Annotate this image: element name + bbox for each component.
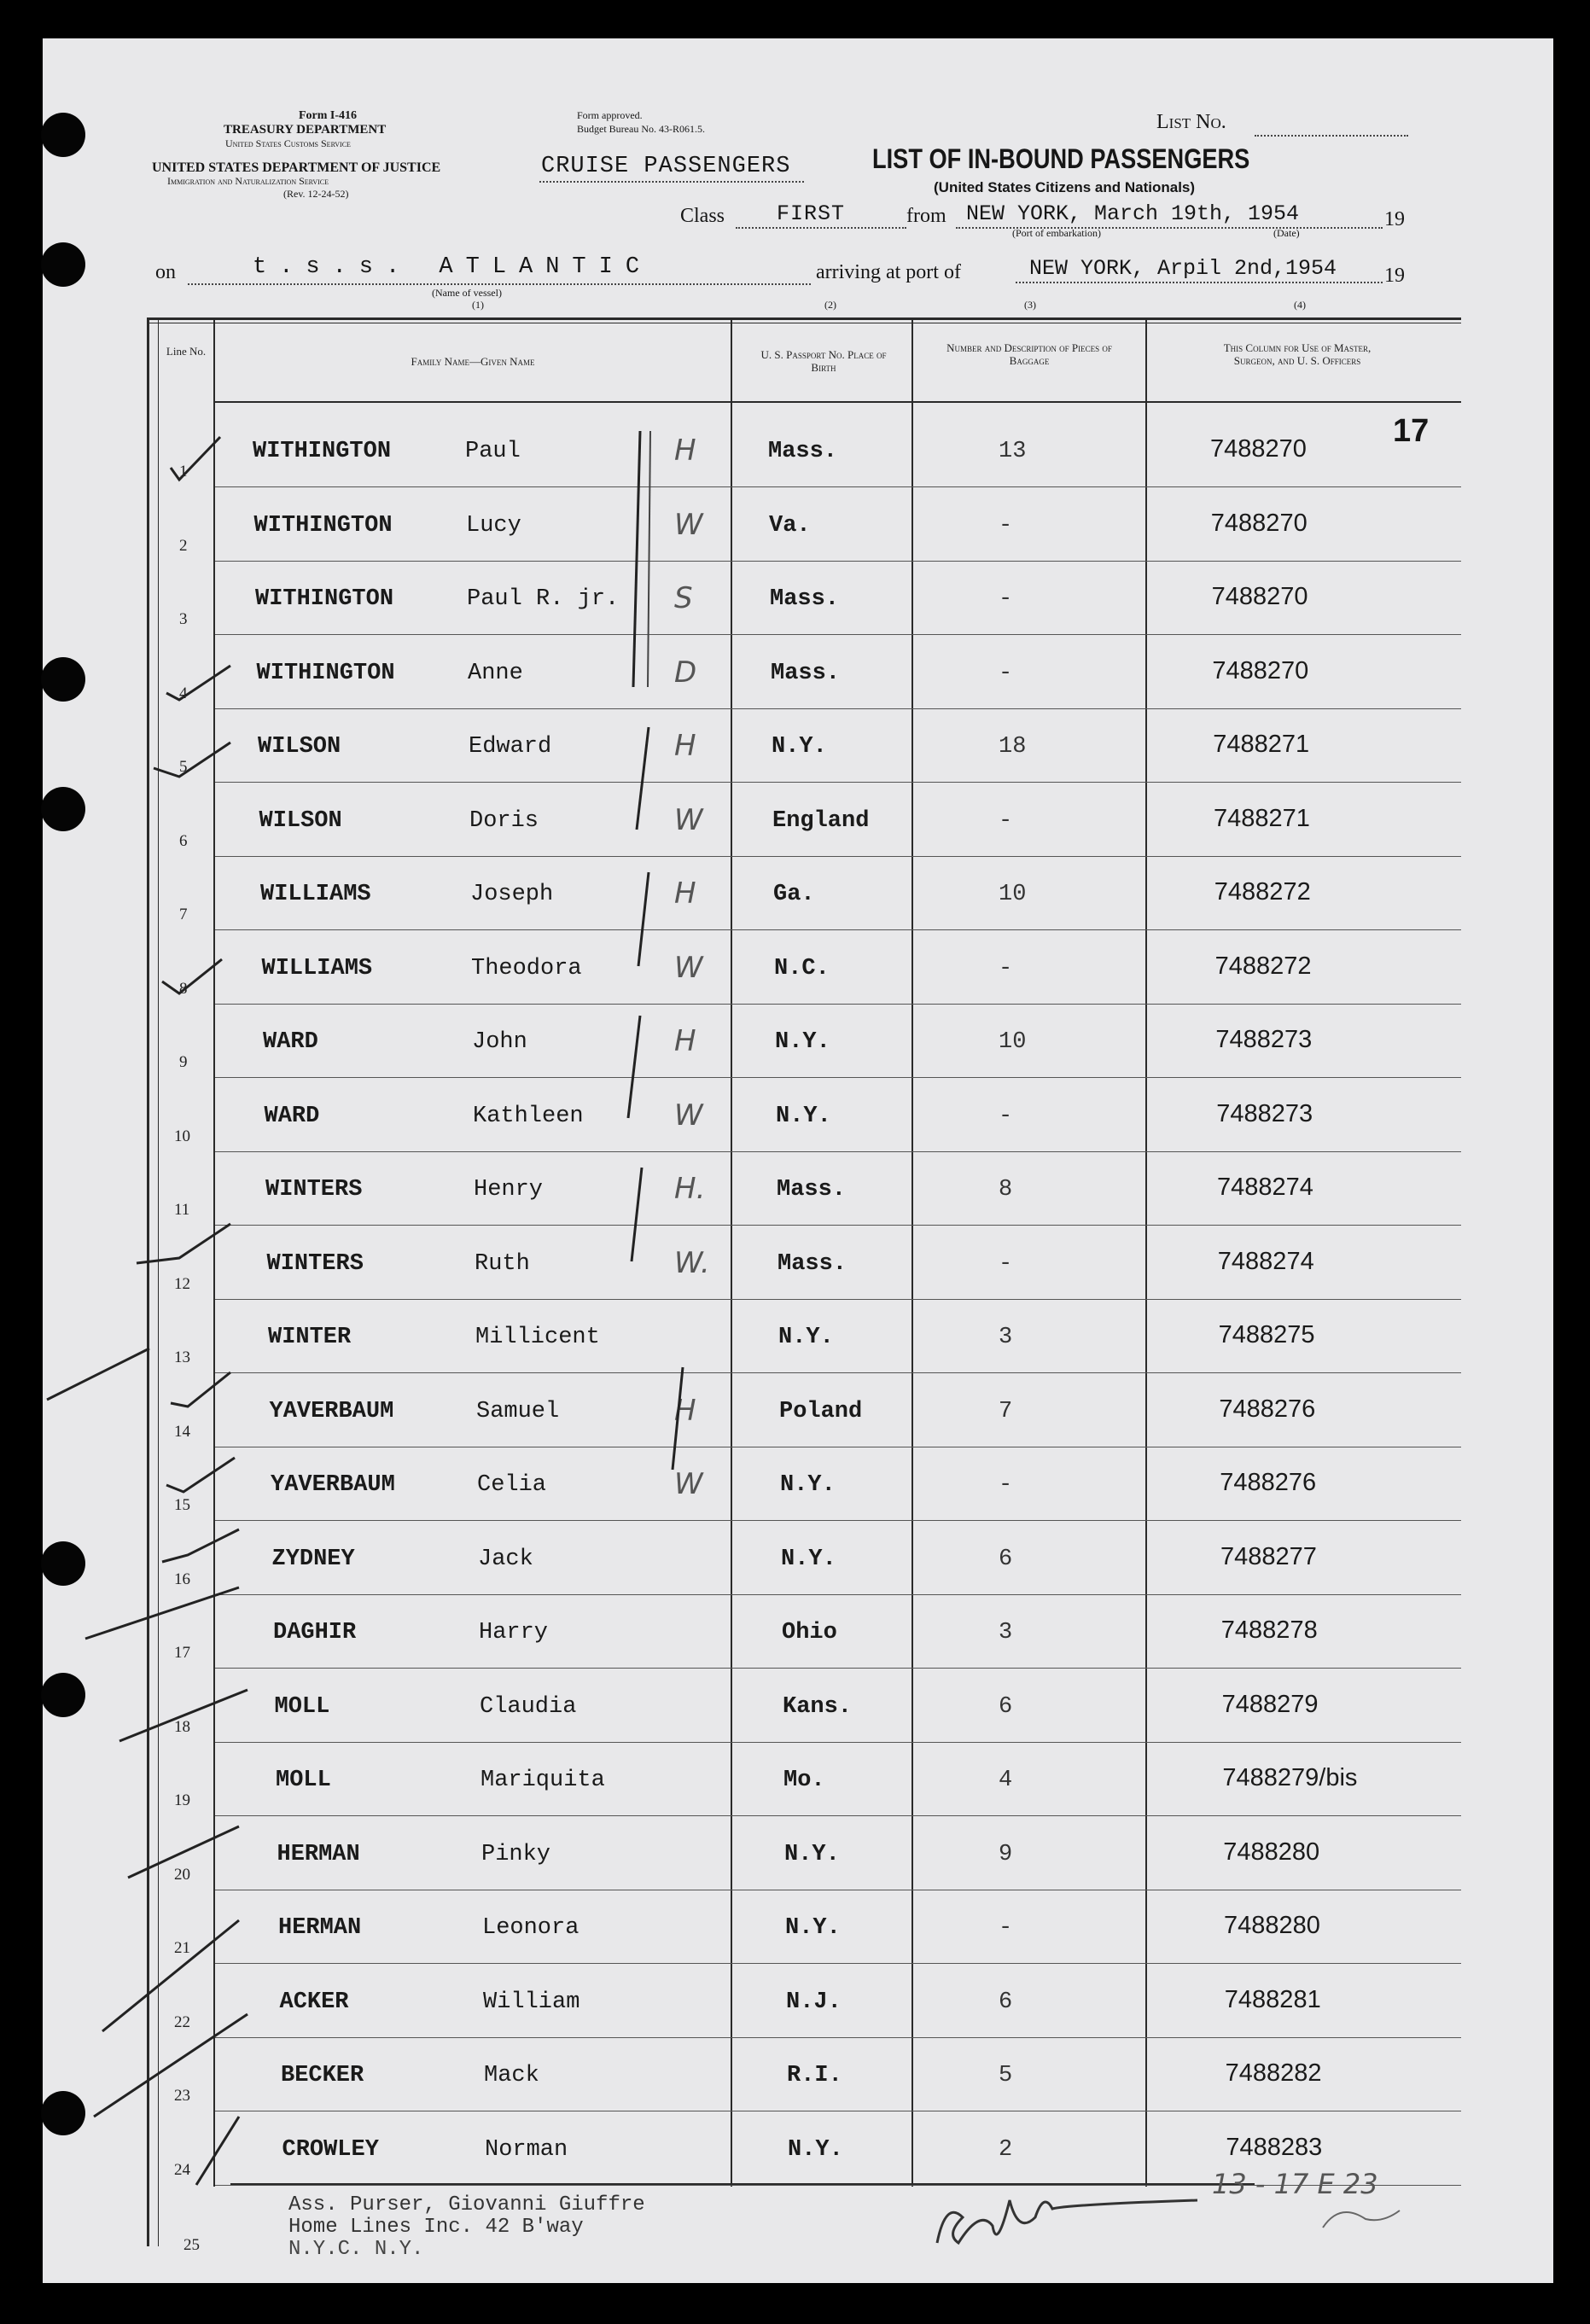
line-number: 16 (174, 1570, 190, 1588)
line-number: 9 (179, 1053, 188, 1071)
relationship-mark: S (674, 581, 693, 615)
line-number: 4 (179, 684, 188, 702)
place-of-birth: N.Y. (778, 1325, 834, 1350)
relationship-mark: W. (674, 1245, 710, 1280)
family-name: WITHINGTON (253, 512, 393, 539)
family-name: WILLIAMS (260, 882, 371, 907)
given-name: Pinky (481, 1841, 551, 1867)
purser-name: Ass. Purser, Giovanni Giuffre (288, 2193, 645, 2216)
line-number: 21 (174, 1939, 190, 1957)
class-value: FIRST (777, 201, 846, 226)
given-name: Claudia (480, 1693, 577, 1720)
relationship-mark: H (674, 434, 696, 468)
officer-reference: 7488276 (1219, 1395, 1316, 1423)
baggage-count: 3 (999, 1325, 1013, 1350)
place-of-birth: N.Y. (780, 1472, 836, 1498)
family-name: WITHINGTON (256, 660, 395, 686)
given-name: Doris (469, 807, 539, 834)
place-of-birth: England (772, 807, 870, 834)
given-name: Kathleen (473, 1103, 584, 1129)
place-of-birth: N.Y. (788, 2136, 843, 2163)
class-label: Class (680, 205, 725, 227)
baggage-count: 18 (999, 734, 1027, 760)
family-name: WINTERS (266, 1250, 364, 1277)
relationship-mark: W (674, 1467, 703, 1501)
baggage-count: 8 (999, 1177, 1013, 1203)
baggage-count: 5 (999, 2063, 1013, 2088)
place-of-birth: N.Y. (775, 1029, 830, 1055)
baggage-count: 6 (999, 1989, 1013, 2015)
line-number: 1 (179, 463, 188, 481)
col-header-baggage: Number and Description of Pieces of Baggage (946, 341, 1112, 367)
line-number: 18 (174, 1717, 190, 1736)
place-of-birth: N.C. (774, 955, 830, 981)
officer-reference: 7488270 (1212, 656, 1309, 684)
place-of-birth: Mass. (777, 1177, 847, 1203)
place-of-birth: Mo. (783, 1768, 825, 1793)
family-name: MOLL (274, 1693, 330, 1720)
baggage-count: 9 (999, 1841, 1013, 1867)
family-name: YAVERBAUM (271, 1472, 395, 1498)
city: N.Y.C. N.Y. (288, 2238, 424, 2261)
line-number: 14 (174, 1422, 190, 1441)
on-label: on (155, 261, 176, 283)
given-name: Mack (484, 2063, 539, 2088)
family-name: HERMAN (277, 1841, 360, 1867)
family-name: WARD (264, 1103, 320, 1129)
given-name: Millicent (475, 1325, 600, 1350)
line-number: 5 (179, 758, 188, 776)
family-name: WILSON (259, 807, 342, 834)
officer-reference: 7488274 (1217, 1247, 1314, 1275)
line-number: 22 (174, 2012, 190, 2031)
officer-reference: 7488271 (1214, 804, 1310, 832)
given-name: Ruth (475, 1250, 530, 1277)
given-name: Jack (478, 1546, 533, 1572)
line-number: 8 (179, 979, 188, 998)
line-number: 17 (174, 1644, 190, 1662)
family-name: DAGHIR (273, 1620, 357, 1645)
officer-reference: 7488276 (1220, 1469, 1317, 1496)
given-name: Mariquita (480, 1768, 605, 1793)
relationship-mark: H. (674, 1172, 706, 1206)
tally-note: 13 - 17 E 23 (1212, 2168, 1378, 2200)
line-number: 10 (174, 1127, 190, 1145)
given-name: Lucy (466, 512, 521, 539)
officer-reference: 7488283 (1226, 2133, 1323, 2161)
relationship-mark: D (674, 655, 697, 690)
given-name: Henry (474, 1177, 544, 1203)
baggage-count: - (999, 586, 1013, 612)
given-name: Samuel (476, 1398, 560, 1424)
place-of-birth: N.Y. (781, 1546, 836, 1572)
given-name: Theodora (471, 955, 582, 981)
from-value: NEW YORK, March 19th, 1954 (966, 201, 1300, 226)
arriving-value: NEW YORK, Arpil 2nd,1954 (1029, 256, 1337, 281)
place-of-birth: N.J. (786, 1989, 842, 2015)
officer-reference: 7488279/bis (1222, 1764, 1358, 1791)
place-of-birth: N.Y. (784, 1841, 840, 1867)
line-number: 19 (174, 1791, 190, 1809)
caption-4: (4) (1294, 299, 1306, 311)
place-of-birth: Poland (779, 1398, 863, 1424)
document-title: LIST OF IN-BOUND PASSENGERS (872, 143, 1250, 174)
budget-bureau: Budget Bureau No. 43-R061.5. (577, 123, 705, 135)
place-of-birth: N.Y. (776, 1103, 831, 1129)
line-number: 15 (174, 1496, 190, 1514)
place-of-birth: R.I. (787, 2063, 842, 2088)
officer-reference: 7488273 (1215, 1026, 1313, 1053)
officer-reference: 7488270 (1210, 435, 1307, 463)
justice-department: UNITED STATES DEPARTMENT OF JUSTICE (152, 160, 441, 175)
given-name: Anne (468, 660, 523, 686)
family-name: WILSON (258, 734, 341, 760)
list-no-label: List No. (1156, 111, 1226, 133)
company-address: Home Lines Inc. 42 B'way (288, 2216, 584, 2239)
family-name: CROWLEY (282, 2136, 379, 2163)
year-suffix-2: 19 (1384, 265, 1405, 287)
line-number: 13 (174, 1348, 190, 1366)
line-number: 24 (174, 2160, 190, 2179)
officer-reference: 7488280 (1223, 1838, 1320, 1866)
given-name: John (472, 1029, 527, 1055)
baggage-count: - (999, 1250, 1013, 1277)
col-header-name: Family Name—Given Name (411, 355, 535, 368)
baggage-count: 10 (999, 1029, 1027, 1055)
line-number: 12 (174, 1274, 190, 1293)
relationship-mark: H (674, 729, 696, 763)
place-of-birth: Mass. (778, 1250, 847, 1277)
relationship-mark: W (674, 507, 703, 542)
baggage-count: 3 (999, 1620, 1013, 1645)
relationship-mark: W (674, 1098, 703, 1133)
officer-reference: 7488271 (1213, 731, 1310, 758)
cruise-passengers: CRUISE PASSENGERS (541, 154, 791, 179)
family-name: BECKER (281, 2063, 364, 2088)
given-name: William (483, 1989, 580, 2015)
officer-reference: 7488277 (1220, 1542, 1317, 1570)
officer-reference: 7488281 (1224, 1985, 1321, 2013)
form-number: Form I-416 (299, 109, 358, 122)
line-number-25: 25 (183, 2236, 200, 2254)
place-of-birth: Ohio (782, 1620, 837, 1645)
relationship-mark: H (674, 1024, 696, 1058)
line-number: 20 (174, 1865, 190, 1884)
place-of-birth: Mass. (770, 586, 840, 612)
baggage-count: - (999, 660, 1013, 686)
line-number: 23 (174, 2087, 190, 2105)
place-of-birth: Ga. (773, 882, 815, 907)
treasury-department: TREASURY DEPARTMENT (224, 123, 387, 137)
officer-reference: 7488272 (1214, 952, 1312, 980)
baggage-count: - (999, 1103, 1013, 1129)
given-name: Harry (479, 1620, 549, 1645)
baggage-count: 13 (999, 439, 1027, 464)
col-header-officers: This Column for Use of Master, Surgeon, and U. S. Officers (1223, 341, 1372, 367)
family-name: WITHINGTON (255, 586, 394, 612)
date-caption: (Date) (1273, 227, 1300, 239)
baggage-count: 10 (999, 882, 1027, 907)
revision-date: (Rev. 12-24-52) (283, 188, 349, 200)
baggage-count: - (999, 955, 1013, 981)
port-caption: (Port of embarkation) (1012, 227, 1101, 239)
baggage-count: - (999, 1472, 1013, 1498)
officer-reference: 7488270 (1211, 583, 1308, 610)
place-of-birth: Kans. (783, 1693, 853, 1720)
caption-3: (3) (1024, 299, 1036, 311)
baggage-count: 2 (999, 2136, 1013, 2163)
document-subtitle: (United States Citizens and Nationals) (934, 179, 1196, 195)
baggage-count: 6 (999, 1546, 1013, 1572)
place-of-birth: Va. (769, 512, 811, 539)
family-name: WARD (263, 1029, 318, 1055)
given-name: Norman (485, 2136, 568, 2163)
given-name: Leonora (482, 1915, 580, 1941)
given-name: Paul (465, 439, 521, 464)
place-of-birth: Mass. (768, 439, 838, 464)
officer-reference: 7488279 (1221, 1690, 1319, 1718)
line-number: 3 (179, 610, 188, 628)
officer-reference: 7488278 (1220, 1616, 1318, 1644)
baggage-count: - (999, 1915, 1013, 1941)
baggage-count: 4 (999, 1768, 1013, 1793)
given-name: Joseph (470, 882, 554, 907)
given-name: Edward (469, 734, 552, 760)
line-number: 7 (179, 906, 188, 923)
officer-reference: 7488270 (1210, 509, 1308, 537)
family-name: MOLL (276, 1768, 331, 1793)
family-name: WINTERS (265, 1177, 363, 1203)
relationship-mark: W (674, 802, 703, 837)
place-of-birth: N.Y. (772, 734, 827, 760)
family-name: WITHINGTON (253, 439, 392, 464)
given-name: Celia (477, 1472, 547, 1498)
officer-reference: 7488280 (1224, 1912, 1320, 1939)
place-of-birth: N.Y. (785, 1915, 841, 1941)
family-name: WILLIAMS (261, 955, 373, 981)
relationship-mark: H (674, 877, 696, 911)
family-name: WINTER (268, 1325, 352, 1350)
immigration-service: Immigration and Naturalization Service (167, 175, 329, 187)
line-number: 6 (179, 831, 188, 850)
caption-2: (2) (824, 299, 836, 311)
officer-reference: 7488275 (1218, 1321, 1315, 1348)
col-header-line-no: Line No. (166, 345, 207, 358)
officer-reference: 7488272 (1214, 878, 1311, 906)
form-approved: Form approved. (577, 109, 643, 121)
family-name: ZYDNEY (271, 1546, 355, 1572)
family-name: ACKER (279, 1989, 349, 2015)
officer-reference: 7488274 (1217, 1174, 1313, 1201)
vessel-caption: (Name of vessel) (432, 287, 502, 299)
year-suffix: 19 (1384, 208, 1405, 230)
relationship-mark: W (674, 950, 703, 985)
customs-service: United States Customs Service (225, 137, 351, 149)
line-number: 2 (179, 536, 188, 555)
baggage-count: - (999, 512, 1013, 539)
caption-1: (1) (472, 299, 484, 311)
officer-reference: 7488282 (1225, 2059, 1322, 2087)
from-label: from (906, 205, 946, 227)
baggage-count: - (999, 807, 1013, 834)
col-header-passport: U. S. Passport No. Place of Birth (760, 348, 887, 374)
place-of-birth: Mass. (771, 660, 841, 686)
relationship-mark: H (674, 1393, 696, 1428)
baggage-count: 6 (999, 1693, 1013, 1720)
page-number: 17 (1393, 413, 1430, 449)
baggage-count: 7 (999, 1398, 1013, 1424)
officer-reference: 7488273 (1216, 1099, 1313, 1127)
family-name: YAVERBAUM (269, 1398, 394, 1424)
arriving-label: arriving at port of (816, 261, 961, 283)
given-name: Paul R. jr. (467, 586, 620, 612)
vessel-name: t.s.s. ATLANTIC (253, 254, 653, 280)
line-number: 11 (174, 1201, 190, 1219)
family-name: HERMAN (278, 1915, 362, 1941)
